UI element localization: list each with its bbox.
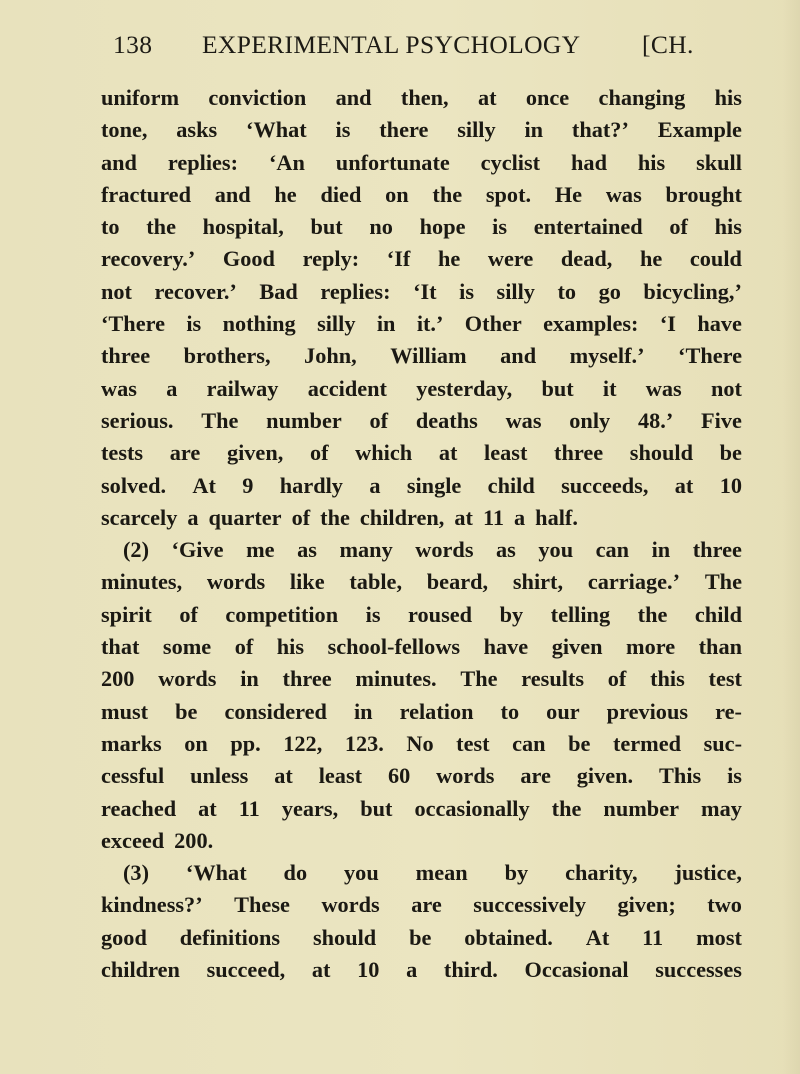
word: 10	[357, 957, 380, 983]
word: cessful	[101, 763, 165, 789]
word: recovery.’	[101, 246, 196, 272]
word: succeed,	[206, 957, 286, 983]
text-line	[101, 889, 742, 921]
word: two	[707, 892, 742, 918]
word: recover.’	[154, 278, 237, 304]
word: his	[714, 214, 742, 240]
word: at	[454, 504, 473, 530]
word: least	[318, 763, 363, 789]
word: is	[335, 117, 351, 143]
word: do	[283, 860, 308, 886]
word: re-	[715, 698, 742, 724]
word: The	[704, 569, 742, 595]
word: you	[344, 860, 379, 886]
word: test	[456, 730, 490, 756]
word: was	[101, 375, 137, 401]
word: by	[499, 601, 524, 627]
word: ‘If	[386, 246, 411, 272]
word: reply:	[302, 246, 360, 272]
text-line	[101, 954, 742, 986]
word: uniform	[101, 85, 180, 110]
word: more	[626, 634, 676, 660]
word: then,	[400, 85, 449, 110]
word: dead,	[560, 246, 613, 272]
word: ‘There	[101, 311, 165, 337]
page-edge-shadow	[782, 0, 800, 1074]
word: was	[645, 375, 682, 401]
word: minutes,	[101, 569, 183, 595]
text-line	[101, 534, 742, 566]
text-line	[101, 470, 742, 502]
word: Occasional	[524, 957, 629, 983]
word: scarcely	[101, 504, 178, 530]
word: reached	[101, 795, 177, 821]
word: in	[353, 698, 373, 724]
word: myself.’	[569, 343, 645, 369]
text-line	[101, 825, 742, 857]
word: the	[320, 504, 350, 530]
word: brought	[665, 181, 742, 207]
word: many	[339, 537, 393, 563]
word: serious.	[101, 407, 174, 433]
body-text	[101, 82, 742, 986]
word: may	[701, 795, 742, 821]
word: At	[585, 924, 610, 950]
word: of	[234, 634, 254, 660]
word: This	[659, 763, 702, 789]
word: a	[166, 375, 178, 401]
word: is	[727, 763, 742, 789]
word: school-fellows	[327, 634, 461, 660]
word: were	[487, 246, 534, 272]
word: can	[595, 537, 630, 563]
word: ‘What	[246, 117, 307, 143]
word: was	[505, 407, 542, 433]
word: but	[310, 214, 343, 240]
word: termed	[612, 730, 682, 756]
word: Example	[657, 117, 742, 143]
word: asks	[176, 117, 218, 143]
word: spot.	[485, 181, 532, 207]
word: unfortunate	[335, 149, 450, 175]
text-line	[101, 922, 742, 954]
word: there	[379, 117, 429, 143]
word: a	[187, 504, 199, 530]
word: previous	[606, 698, 689, 724]
word: child	[487, 472, 535, 498]
word: child	[694, 601, 742, 627]
word: which	[355, 440, 413, 466]
word: a	[369, 472, 381, 498]
word: once	[525, 85, 570, 110]
word: not	[101, 278, 132, 304]
word: ‘There	[678, 343, 742, 369]
word: (3)	[123, 860, 149, 886]
text-line	[101, 405, 742, 437]
word: hardly	[279, 472, 343, 498]
word: minutes.	[355, 666, 437, 692]
word: unless	[190, 763, 249, 789]
word: on	[385, 181, 409, 207]
word: at	[311, 957, 331, 983]
word: are	[411, 892, 442, 918]
word: like	[289, 569, 325, 595]
word: of	[669, 214, 688, 240]
word: in	[240, 666, 259, 692]
word: had	[571, 149, 607, 175]
word: three	[554, 440, 604, 466]
word: must	[101, 698, 149, 724]
word: single	[406, 472, 462, 498]
text-line	[101, 276, 742, 308]
word: relation	[399, 698, 474, 724]
word: silly	[457, 117, 496, 143]
word: Good	[222, 246, 275, 272]
text-line	[101, 857, 742, 889]
word: at	[477, 85, 497, 110]
word: is	[492, 214, 508, 240]
word: definitions	[179, 924, 281, 950]
word: should	[629, 440, 694, 466]
text-line	[101, 82, 742, 114]
word: (2)	[123, 537, 149, 563]
word: given.	[576, 763, 634, 789]
word: 200	[101, 666, 135, 692]
word: most	[696, 924, 742, 950]
word: silly	[317, 311, 356, 337]
word: some	[162, 634, 212, 660]
word: children,	[359, 504, 445, 530]
word: as	[297, 537, 317, 563]
text-line	[101, 599, 742, 631]
word: our	[546, 698, 580, 724]
text-line	[101, 147, 742, 179]
word: at	[274, 763, 293, 789]
word: three	[101, 343, 151, 369]
text-line	[101, 308, 742, 340]
word: be	[175, 698, 198, 724]
text-line	[101, 340, 742, 372]
word: be	[409, 924, 432, 950]
word: nothing	[222, 311, 296, 337]
word: replies:	[167, 149, 239, 175]
text-line	[101, 502, 742, 534]
word: given,	[226, 440, 284, 466]
word: it.’	[416, 311, 444, 337]
word: of	[179, 601, 198, 627]
text-line	[101, 696, 742, 728]
word: me	[246, 537, 275, 563]
word: quarter	[208, 504, 282, 530]
word: 60	[387, 763, 411, 789]
word: replies:	[320, 278, 391, 304]
word: results	[521, 666, 585, 692]
word: half.	[535, 504, 578, 530]
word: of	[369, 407, 389, 433]
word: bicycling,’	[643, 278, 742, 304]
text-line	[101, 728, 742, 760]
word: Bad	[259, 278, 298, 304]
word: he	[274, 181, 297, 207]
word: his	[637, 149, 666, 175]
word: 11	[482, 504, 505, 530]
word: you	[538, 537, 574, 563]
word: be	[568, 730, 591, 756]
word: words	[436, 763, 495, 789]
word: and	[214, 181, 251, 207]
word: successively	[473, 892, 586, 918]
chapter-mark: [CH.	[642, 30, 694, 59]
word: exceed	[101, 827, 165, 853]
text-line	[101, 793, 742, 825]
word: that	[101, 634, 140, 660]
word: and	[500, 343, 537, 369]
text-line	[101, 211, 742, 243]
word: at	[438, 440, 458, 466]
word: conviction	[208, 85, 307, 110]
word: children	[101, 957, 180, 983]
word: given	[551, 634, 603, 660]
word: go	[598, 278, 621, 304]
page-number: 138	[113, 30, 153, 59]
word: 11	[642, 924, 664, 950]
word: have	[483, 634, 529, 660]
word: telling	[550, 601, 611, 627]
word: died	[320, 181, 362, 207]
word: that?’	[571, 117, 629, 143]
word: yesterday,	[416, 375, 513, 401]
word: by	[504, 860, 529, 886]
word: should	[312, 924, 377, 950]
word: are	[520, 763, 551, 789]
word: to	[557, 278, 577, 304]
word: occasionally	[414, 795, 530, 821]
word: least	[484, 440, 528, 466]
word: are	[169, 440, 201, 466]
word: suc-	[703, 730, 742, 756]
word: considered	[224, 698, 327, 724]
word: is	[459, 278, 474, 304]
word: table,	[349, 569, 403, 595]
word: at	[674, 472, 694, 498]
word: in	[651, 537, 671, 563]
text-line	[101, 179, 742, 211]
word: of	[291, 504, 311, 530]
word: spirit	[101, 601, 152, 627]
word: deaths	[415, 407, 478, 433]
word: not	[710, 375, 742, 401]
word: good	[101, 924, 147, 950]
text-line	[101, 114, 742, 146]
word: shirt,	[512, 569, 564, 595]
word: solved.	[101, 472, 167, 498]
text-line	[101, 631, 742, 663]
word: given;	[617, 892, 676, 918]
word: brothers,	[183, 343, 271, 369]
text-line	[101, 373, 742, 405]
word: 10	[719, 472, 742, 498]
word: a	[406, 957, 418, 983]
word: of	[607, 666, 627, 692]
text-line	[101, 760, 742, 792]
word: on	[184, 730, 208, 756]
word: hospital,	[202, 214, 284, 240]
word: These	[234, 892, 290, 918]
word: William	[390, 343, 467, 369]
word: no	[369, 214, 393, 240]
text-line	[101, 663, 742, 695]
word: in	[524, 117, 544, 143]
word: this	[650, 666, 685, 692]
word: in	[376, 311, 396, 337]
word: cyclist	[480, 149, 541, 175]
word: and	[335, 85, 372, 110]
word: mean	[415, 860, 468, 886]
word: three	[282, 666, 332, 692]
text-line	[101, 437, 742, 469]
word: At	[192, 472, 216, 498]
text-line	[101, 243, 742, 275]
word: hope	[419, 214, 466, 240]
word: can	[512, 730, 546, 756]
word: The	[460, 666, 498, 692]
running-header	[113, 30, 735, 64]
word: competition	[225, 601, 339, 627]
word: have	[697, 311, 742, 337]
word: was	[605, 181, 642, 207]
word: ‘It	[413, 278, 437, 304]
word: it	[602, 375, 617, 401]
word: railway	[206, 375, 279, 401]
word: is	[186, 311, 202, 337]
word: number	[603, 795, 679, 821]
word: is	[365, 601, 381, 627]
word: pp.	[230, 730, 261, 756]
word: but	[541, 375, 574, 401]
word: a	[514, 504, 526, 530]
word: roused	[408, 601, 473, 627]
word: but	[360, 795, 393, 821]
word: the	[551, 795, 582, 821]
word: 200.	[174, 827, 214, 853]
word: obtained.	[464, 924, 553, 950]
word: marks	[101, 730, 162, 756]
word: number	[266, 407, 342, 433]
word: entertained	[533, 214, 643, 240]
word: third.	[443, 957, 498, 983]
word: three	[692, 537, 742, 563]
word: to	[500, 698, 520, 724]
word: 9	[242, 472, 254, 498]
text-line	[101, 566, 742, 598]
word: tests	[101, 440, 144, 466]
word: 11	[238, 795, 260, 821]
word: No	[406, 730, 434, 756]
word: the	[432, 181, 463, 207]
word: 48.’	[637, 407, 674, 433]
word: succeeds,	[561, 472, 649, 498]
word: test	[708, 666, 742, 692]
word: ‘I	[659, 311, 676, 337]
word: his	[276, 634, 305, 660]
word: The	[201, 407, 239, 433]
word: silly	[496, 278, 535, 304]
word: words	[158, 666, 217, 692]
word: ‘An	[268, 149, 305, 175]
word: he	[639, 246, 663, 272]
word: accident	[307, 375, 387, 401]
word: than	[698, 634, 742, 660]
word: the	[637, 601, 668, 627]
word: successes	[655, 957, 742, 983]
word: Five	[701, 407, 742, 433]
word: John,	[304, 343, 357, 369]
word: his	[714, 85, 742, 110]
word: years,	[281, 795, 339, 821]
word: fractured	[101, 181, 191, 207]
word: he	[437, 246, 461, 272]
word: of	[309, 440, 329, 466]
word: words	[206, 569, 266, 595]
running-title: EXPERIMENTAL PSYCHOLOGY	[202, 30, 581, 59]
word: as	[496, 537, 516, 563]
word: ‘Give	[171, 537, 224, 563]
word: ‘What	[185, 860, 247, 886]
word: charity,	[565, 860, 638, 886]
word: skull	[696, 149, 742, 175]
word: 123.	[344, 730, 384, 756]
word: could	[689, 246, 742, 272]
word: and	[101, 149, 137, 175]
word: changing	[598, 85, 686, 110]
word: words	[321, 892, 380, 918]
word: tone,	[101, 117, 148, 143]
word: beard,	[426, 569, 489, 595]
word: to	[101, 214, 120, 240]
word: only	[569, 407, 611, 433]
word: words	[415, 537, 474, 563]
word: kindness?’	[101, 892, 203, 918]
word: examples:	[543, 311, 639, 337]
word: carriage.’	[587, 569, 681, 595]
word: the	[146, 214, 176, 240]
word: Other	[464, 311, 522, 337]
word: justice,	[674, 860, 742, 886]
word: He	[554, 181, 583, 207]
word: 122,	[283, 730, 323, 756]
word: be	[719, 440, 742, 466]
word: at	[198, 795, 217, 821]
